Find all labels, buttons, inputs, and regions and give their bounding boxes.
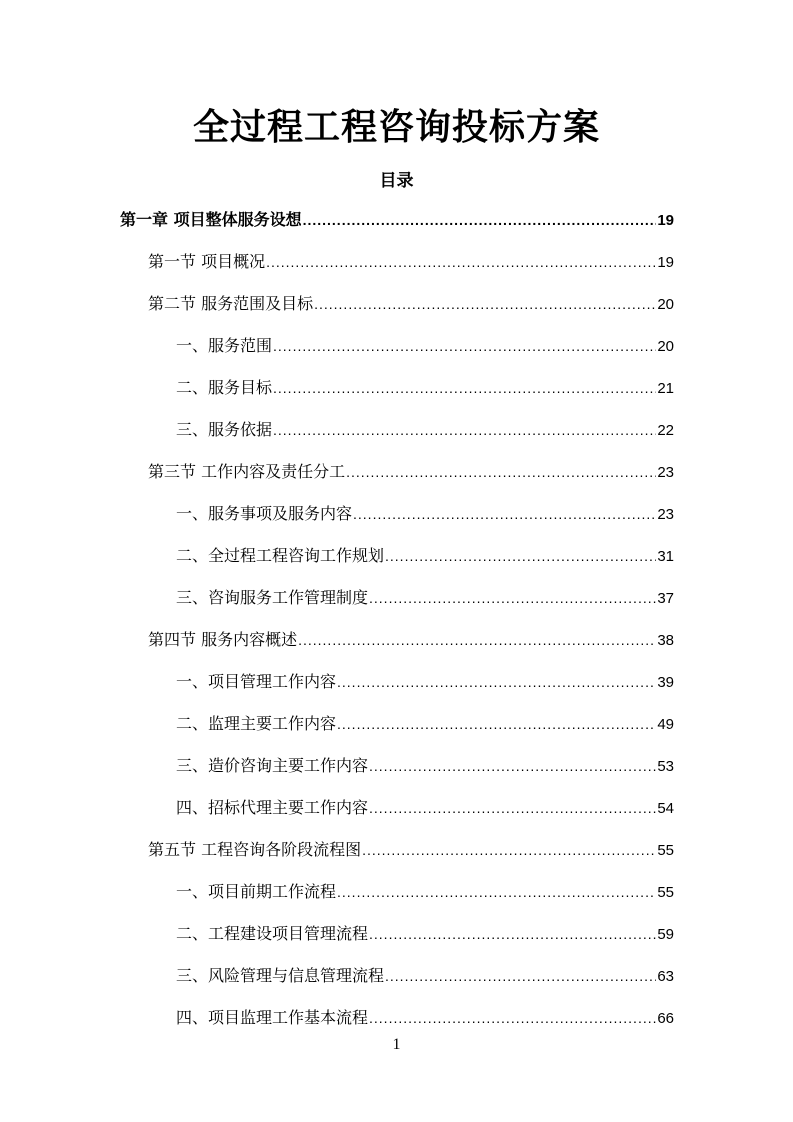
toc-leader-dots <box>303 206 657 234</box>
toc-entry-page: 20 <box>657 338 674 355</box>
toc-entry[interactable] <box>176 332 674 360</box>
toc-entry[interactable] <box>176 500 674 528</box>
toc-entry-page: 59 <box>657 926 674 943</box>
toc-entry-page: 55 <box>657 884 674 901</box>
toc-leader-dots <box>337 878 656 906</box>
toc-entry[interactable] <box>176 794 674 822</box>
toc-entry-page: 37 <box>657 590 674 607</box>
toc-entry[interactable] <box>176 374 674 402</box>
toc-entry[interactable] <box>148 626 674 654</box>
toc-entry-title: 第三节 工作内容及责任分工 <box>148 462 346 481</box>
toc-entry[interactable] <box>176 878 674 906</box>
toc-entry-page: 63 <box>657 968 674 985</box>
toc-leader-dots <box>298 626 656 654</box>
toc-leader-dots <box>353 500 656 528</box>
toc-entry-title: 一、服务范围 <box>176 336 273 355</box>
toc-entry-title: 三、造价咨询主要工作内容 <box>176 756 369 775</box>
toc-entry-page: 21 <box>657 380 674 397</box>
toc-entry-title: 二、工程建设项目管理流程 <box>176 924 369 943</box>
toc-leader-dots <box>369 1004 656 1032</box>
toc-entry-title: 二、监理主要工作内容 <box>176 714 337 733</box>
toc-entry[interactable] <box>176 1004 674 1032</box>
toc-entry-title: 二、服务目标 <box>176 378 273 397</box>
toc-leader-dots <box>314 290 656 318</box>
toc-entry[interactable] <box>176 752 674 780</box>
toc-entry[interactable] <box>176 542 674 570</box>
document-title: 全过程工程咨询投标方案 <box>192 107 600 148</box>
toc-entry-title: 一、项目管理工作内容 <box>176 672 337 691</box>
toc-leader-dots <box>369 794 656 822</box>
toc-leader-dots <box>369 584 656 612</box>
toc-entry-title: 一、项目前期工作流程 <box>176 882 337 901</box>
toc-entry[interactable] <box>120 206 674 234</box>
toc-entry-page: 49 <box>657 716 674 733</box>
toc-entry-page: 19 <box>657 254 674 271</box>
toc-entry-page: 38 <box>657 632 674 649</box>
toc-entry-title: 四、项目监理工作基本流程 <box>176 1008 369 1027</box>
toc-entry[interactable] <box>148 290 674 318</box>
toc-entry-page: 31 <box>657 548 674 565</box>
toc-entry-title: 第二节 服务范围及目标 <box>148 294 314 313</box>
toc-leader-dots <box>266 248 656 276</box>
toc-entry[interactable] <box>176 710 674 738</box>
page-number: 1 <box>392 1036 401 1053</box>
toc-entry-title: 第一章 项目整体服务设想 <box>120 210 302 229</box>
toc-entry-page: 22 <box>657 422 674 439</box>
toc-entry-title: 三、服务依据 <box>176 420 273 439</box>
toc-entry[interactable] <box>176 920 674 948</box>
toc-entry-page: 53 <box>657 758 674 775</box>
toc-entry[interactable] <box>148 836 674 864</box>
toc-leader-dots <box>273 374 656 402</box>
toc-entry-title: 第一节 项目概况 <box>148 252 266 271</box>
toc-heading: 目录 <box>379 171 414 191</box>
toc-entry[interactable] <box>148 248 674 276</box>
toc-leader-dots <box>346 458 656 486</box>
toc-entry-page: 66 <box>657 1010 674 1027</box>
toc-entry-page: 23 <box>657 464 674 481</box>
toc-entry-page: 39 <box>657 674 674 691</box>
toc-entry[interactable] <box>176 962 674 990</box>
toc-entry-title: 二、全过程工程咨询工作规划 <box>176 546 385 565</box>
toc-entry-page: 20 <box>657 296 674 313</box>
toc-entry-page: 19 <box>657 212 674 229</box>
toc-leader-dots <box>337 668 656 696</box>
toc-entry[interactable] <box>176 584 674 612</box>
toc-leader-dots <box>273 416 656 444</box>
toc-entry-title: 三、咨询服务工作管理制度 <box>176 588 369 607</box>
toc-leader-dots <box>362 836 656 864</box>
toc-entry-title: 三、风险管理与信息管理流程 <box>176 966 385 985</box>
toc-leader-dots <box>337 710 656 738</box>
toc-leader-dots <box>385 542 656 570</box>
toc-entry[interactable] <box>148 458 674 486</box>
toc-entry[interactable] <box>176 668 674 696</box>
toc-entry-page: 23 <box>657 506 674 523</box>
toc-entry-title: 第四节 服务内容概述 <box>148 630 298 649</box>
toc-leader-dots <box>273 332 656 360</box>
toc-leader-dots <box>385 962 656 990</box>
toc-entry-page: 54 <box>657 800 674 817</box>
toc-entry-title: 第五节 工程咨询各阶段流程图 <box>148 840 362 859</box>
toc-entry-page: 55 <box>657 842 674 859</box>
toc-entry-title: 四、招标代理主要工作内容 <box>176 798 369 817</box>
toc-entry[interactable] <box>176 416 674 444</box>
toc-leader-dots <box>369 920 656 948</box>
toc-entry-title: 一、服务事项及服务内容 <box>176 504 353 523</box>
toc-leader-dots <box>369 752 656 780</box>
